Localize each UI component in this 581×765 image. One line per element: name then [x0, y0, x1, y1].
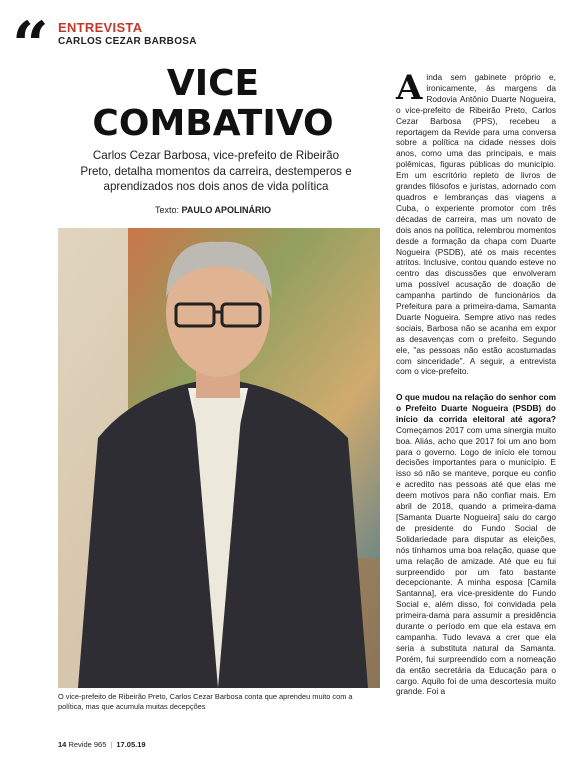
magazine-issue: Revide 965 [68, 740, 107, 749]
page-footer [58, 740, 146, 749]
portrait-illustration [58, 228, 380, 688]
byline-author: PAULO APOLINÁRIO [181, 205, 272, 215]
subtitle: Carlos Cezar Barbosa, vice-prefeito de Ribeirão Preto, detalha momentos da carreira, destemperos e aprendizados nos dois anos de vida política [80, 149, 352, 193]
interview-question: O que mudou na relação do senhor com o Prefeito Duarte Nogueira (PSDB) do início da corrida eleitoral até agora? [396, 392, 556, 424]
headline [78, 64, 348, 144]
quote-mark-icon: “ [12, 8, 49, 83]
interviewee-name: CARLOS CEZAR BARBOSA [58, 36, 197, 47]
intro-text: inda sem gabinete próprio e, ironicamente, às margens da Rodovia Antônio Duarte Nogueira, o vice-prefeito de Ribeirão Preto, Carlos Cezar Barbosa (PPS), recebeu a reportagem da Revide para uma conversa sobre a política na cidade nesses dois anos, como uma das principais, e mais polêmicas, figuras públicas do município. Em um escritório repleto de livros de grandes filósofos e juristas, adornado com quadros e lembranças das viagens a Cuba, o experiente promotor com três décadas de carreira, mas um novato de dois anos na política, relembrou momentos desde a formação da chapa com Duarte Nogueira (PSDB), até os mais recentes atritos. Inclusive, contou quando esteve no centro das discussões que envolveram uma possível acusação de doação de campanha partindo de funcionários da Prefeitura para a primeira-dama, Samanta Duarte Nogueira. Sempre ativo nas redes sociais, Barbosa não se acanha em expor as desavenças com o prefeito. Segundo ele, "as pessoas não estão acostumadas com sinceridade". A seguir, a entrevista com o vice-prefeito. [396, 72, 556, 377]
photo-caption: O vice-prefeito de Ribeirão Preto, Carlos Cezar Barbosa conta que aprendeu muito com a política, mas que acumula muitas decepções [58, 692, 353, 711]
byline-label: Texto: [154, 205, 179, 215]
dropcap: A [396, 68, 423, 108]
headline-line2: COMBATIVO [92, 103, 334, 144]
headline-line1: VICE [166, 63, 260, 104]
portrait-photo [58, 228, 380, 688]
article-intro [396, 68, 556, 377]
page-number: 14 [58, 740, 67, 749]
issue-date: 17.05.19 [116, 740, 146, 749]
footer-separator: | [110, 740, 113, 749]
byline [78, 205, 348, 215]
interview-answer: Começamos 2017 com uma sinergia muito boa. Aliás, acho que 2017 foi um ano bom para o governo. Logo de início ele tomou decisões importantes para o município. E isso só não se manteve, porque eu confio e acredito nas pessoas até que elas me deem motivos para não confiar mais. Em abril de 2018, quando a primeira-dama [Samanta Duarte Nogueira] saiu do cargo de presidente do Fundo Social de Solidariedade para disputar as eleições, nós tínhamos uma boa relação, quase que uma relação de amizade. Até que eu fui surpreendido por um fato bastante decepcionante. A minha esposa [Camila Santanna], era vice-presidente do Fundo Social e, além disso, foi convidada pela primeira-dama para assumir a presidência durante o período em que ela estava em campanha. Tudo levava a crer que ela seria a substituta natural da Samanta. Porém, fui surpreendido com a nomeação da então secretária da Educação para o cargo. Aquilo foi de uma descortesia muito grande. Foi a [396, 424, 556, 697]
section-label: ENTREVISTA [58, 20, 143, 35]
article-qa [396, 392, 556, 697]
